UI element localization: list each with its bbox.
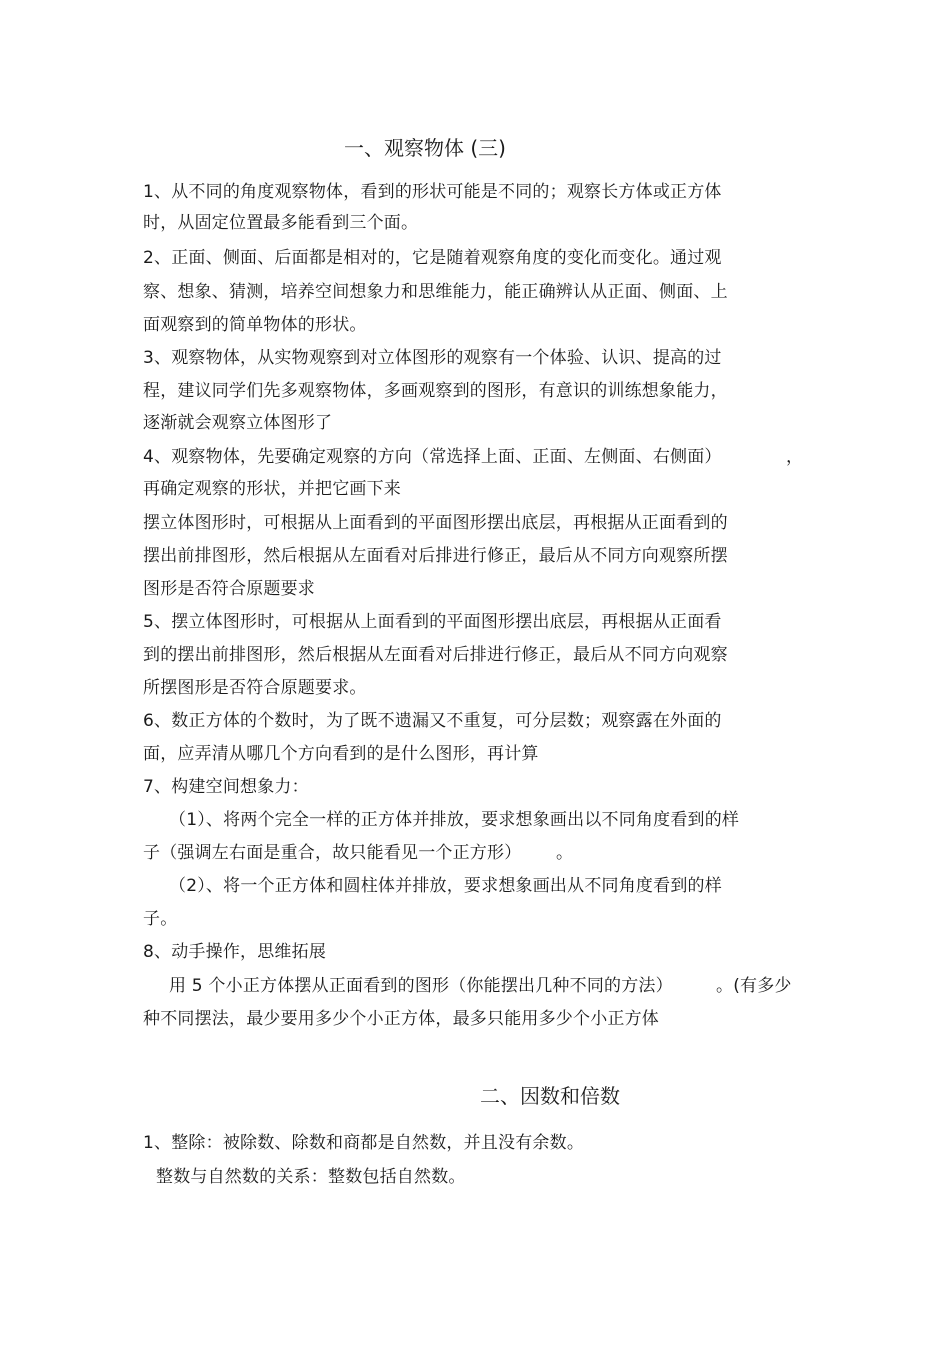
text-line: 3、观察物体，从实物观察到对立体图形的观察有一个体验、认识、提高的过 <box>143 348 722 368</box>
text-line: 4、观察物体，先要确定观察的方向（常选择上面、正面、左侧面、右侧面） <box>143 447 722 467</box>
text-line: 图形是否符合原题要求 <box>143 579 315 599</box>
text-line: 程，建议同学们先多观察物体，多画观察到的图形，有意识的训练想象能力， <box>143 381 728 401</box>
text-line: 8、动手操作，思维拓展 <box>143 942 327 962</box>
text-line: 5、摆立体图形时，可根据从上面看到的平面图形摆出底层，再根据从正面看 <box>143 612 722 632</box>
text-line: 面，应弄清从哪几个方向看到的是什么图形，再计算 <box>143 744 539 764</box>
text-line-comma: ， <box>786 447 804 467</box>
text-line: 到的摆出前排图形，然后根据从左面看对后排进行修正，最后从不同方向观察 <box>143 645 728 665</box>
text-line: 。(有多少 <box>716 976 792 996</box>
text-line: （2）、将一个正方体和圆柱体并排放，要求想象画出从不同角度看到的样 <box>169 876 722 896</box>
text-line: （1）、将两个完全一样的正方体并排放，要求想象画出以不同角度看到的样 <box>169 810 740 830</box>
section-title-observing-objects: 一、观察物体 (三) <box>344 136 506 160</box>
text-line: 子。 <box>143 909 178 929</box>
text-line: 用 5 个小正方体摆从正面看到的图形（你能摆出几种不同的方法） <box>169 976 673 996</box>
text-line: 2、正面、侧面、后面都是相对的，它是随着观察角度的变化而变化。通过观 <box>143 248 722 268</box>
text-line: 察、想象、猜测，培养空间想象力和思维能力，能正确辨认从正面、侧面、上 <box>143 282 728 302</box>
text-line: 子（强调左右面是重合，故只能看见一个正方形） <box>143 843 522 863</box>
text-line: 整数与自然数的关系：整数包括自然数。 <box>156 1167 466 1187</box>
text-line: 1、整除：被除数、除数和商都是自然数，并且没有余数。 <box>143 1133 585 1153</box>
text-line: 种不同摆法，最少要用多少个小正方体，最多只能用多少个小正方体 <box>143 1009 659 1029</box>
text-line: 6、数正方体的个数时，为了既不遗漏又不重复，可分层数；观察露在外面的 <box>143 711 722 731</box>
text-line: 摆出前排图形，然后根据从左面看对后排进行修正，最后从不同方向观察所摆 <box>143 546 728 566</box>
text-line: 摆立体图形时，可根据从上面看到的平面图形摆出底层，再根据从正面看到的 <box>143 513 728 533</box>
text-line: 面观察到的简单物体的形状。 <box>143 315 367 335</box>
text-line: 1、从不同的角度观察物体，看到的形状可能是不同的；观察长方体或正方体 <box>143 182 722 202</box>
text-line: 时，从固定位置最多能看到三个面。 <box>143 213 419 233</box>
text-line: 逐渐就会观察立体图形了 <box>143 413 333 433</box>
text-line-period: 。 <box>556 843 574 863</box>
text-line: 7、构建空间想象力： <box>143 777 309 797</box>
text-line: 再确定观察的形状，并把它画下来 <box>143 479 401 499</box>
text-line: 所摆图形是否符合原题要求。 <box>143 678 367 698</box>
section-title-factors-multiples: 二、因数和倍数 <box>480 1084 620 1108</box>
